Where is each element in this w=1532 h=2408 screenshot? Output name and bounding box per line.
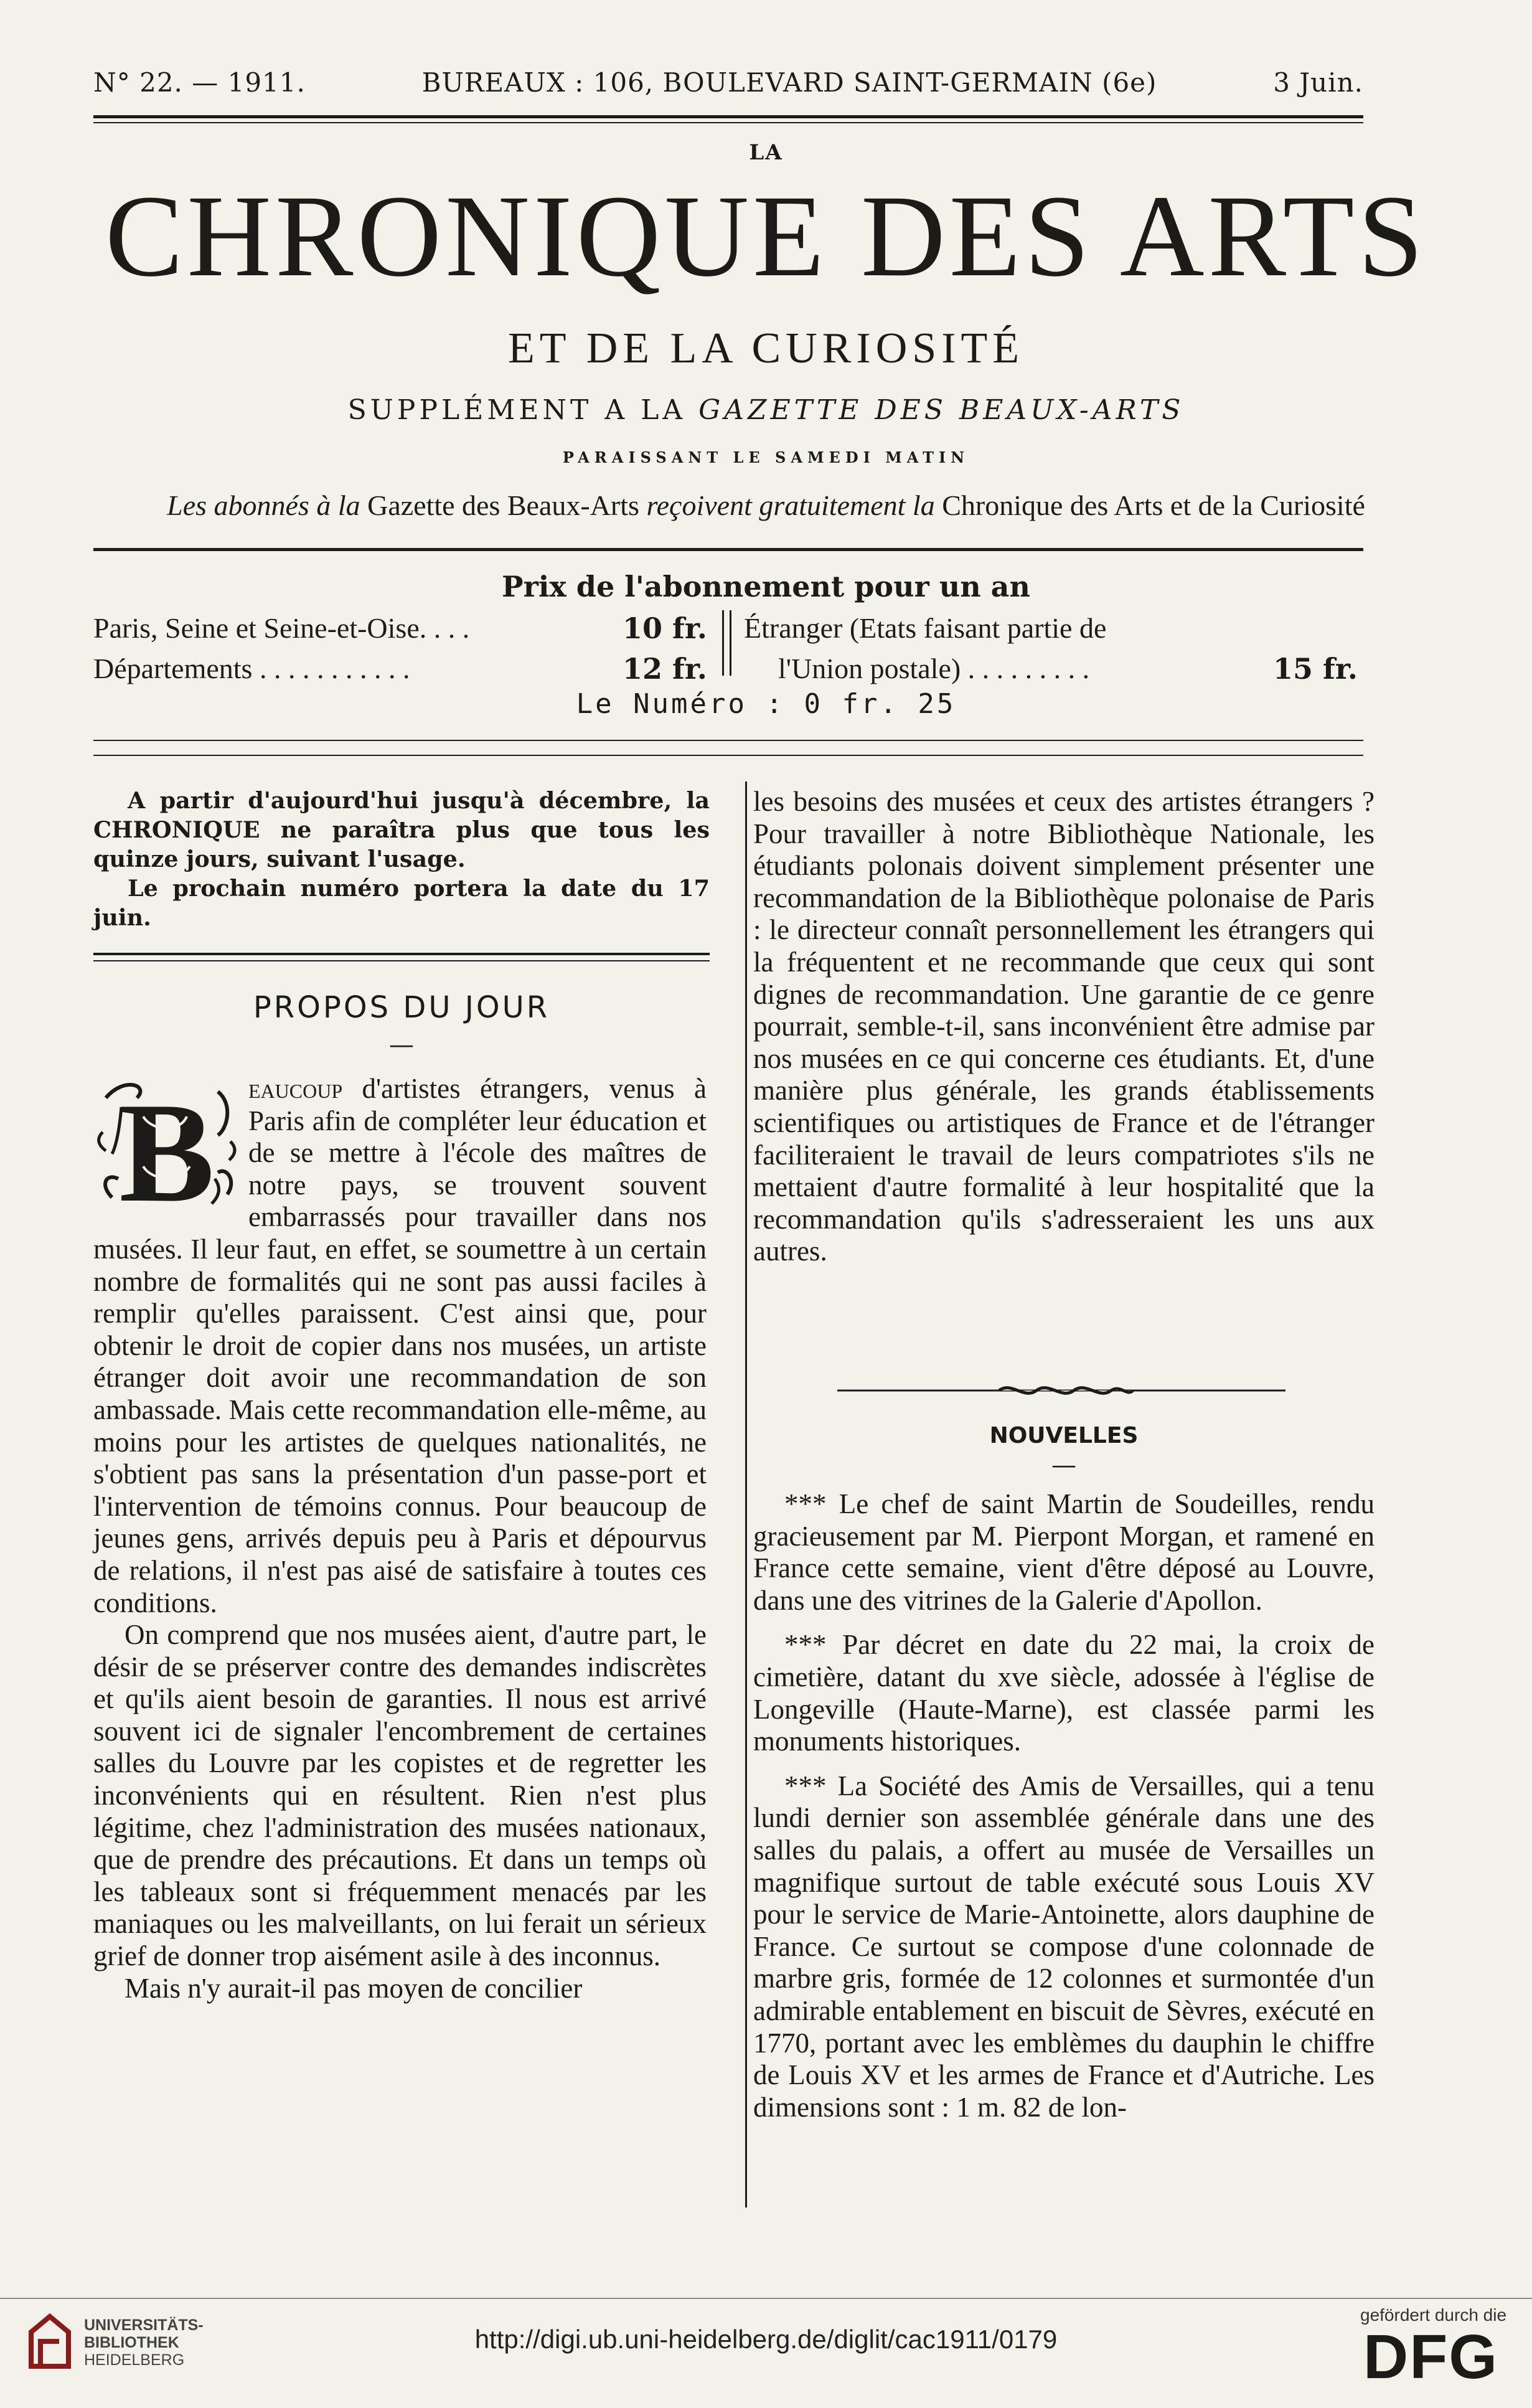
nouvelle-1: *** Le chef de saint Martin de Soudeilles, rendu gracieusement par M. Pierpont Morgan, et ramené en France cette semaine, vient d'être déposé au Louvre, dans une des vitrines de la Galerie d'Apollon. bbox=[753, 1488, 1375, 1616]
notice-rule-thin bbox=[93, 960, 710, 961]
nouvelle-3: *** La Société des Amis de Versailles, qui a tenu lundi dernier son assemblée générale dans une des salles du palais, a offert au musée de Versailles un magnifique surtout de table exécuté sous Louis XV pour le service de Marie-Antoinette, alors dauphine de France. Ce surtout se compose d'une colonnade de marbre gris, formée de 12 colonnes et surmontée d'un admirable entablement en biscuit de Sèvres, exécuté en 1770, portant avec les emblèmes du dauphin le chiffre de Louis XV et les armes de France et d'Autriche. Les dimensions sont : 1 m. 82 de lon- bbox=[753, 1770, 1375, 2123]
issue-number: N° 22. — 1911. bbox=[93, 67, 306, 98]
office-address: BUREAUX : 106, BOULEVARD SAINT-GERMAIN (6e) bbox=[421, 67, 1157, 98]
subscription-title: Prix de l'abonnement pour un an bbox=[502, 570, 1030, 603]
propos-title: PROPOS DU JOUR bbox=[253, 990, 550, 1025]
price-rule-2 bbox=[93, 755, 1363, 756]
frequency-line: PARAISSANT LE SAMEDI MATIN bbox=[562, 448, 970, 466]
propos-column-left bbox=[93, 1073, 707, 2004]
propos-column-right bbox=[753, 786, 1375, 1268]
price-divider-right bbox=[730, 610, 731, 676]
propos-p4: les besoins des musées et ceux des artistes étrangers ? Pour travailler à notre Bibliothèque Nationale, les étudiants polonais doivent simplement présenter une recommandation de la Bibliothèque polonaise de Paris : le directeur connaît personnellement les étrangers qui la fréquentent et ne recommande que ceux qui sont dignes de recommandation. Une garantie de ce genre pourrait, semble-t-il, sans inconvénient être admise par nos musées en ce qui concerne ces étudiants. Et, d'une manière plus générale, les grands établissements scientifiques ou artistiques de France et de l'étranger faciliteraient le travail de leurs compatriotes s'ils ne mettaient d'autre formalité à leur hospitalité que la recommandation qu'ils s'adresseraient les uns aux autres. bbox=[753, 786, 1375, 1267]
subscribers-note bbox=[0, 489, 1532, 522]
note-part2: Gazette des Beaux-Arts bbox=[367, 489, 639, 521]
issue-date: 3 Juin. bbox=[1273, 67, 1363, 98]
source-url[interactable]: http://digi.ub.uni-heidelberg.de/diglit/cac1911/0179 bbox=[474, 2325, 1058, 2354]
issue-header bbox=[93, 67, 1363, 98]
drop-cap-b-icon bbox=[93, 1073, 240, 1213]
price-departements-label: Départements . . . . . . . . . . . bbox=[93, 653, 410, 684]
price-etranger-line1: Étranger (Etats faisant partie de bbox=[744, 612, 1107, 644]
masthead-subtitle: ET DE LA CURIOSITÉ bbox=[507, 324, 1025, 372]
footer-rule bbox=[0, 2298, 1532, 2299]
price-rule-1 bbox=[93, 740, 1363, 741]
ornament-separator bbox=[837, 1381, 1285, 1400]
propos-p1: d'artistes étrangers, venus à Paris afin de compléter leur éducation et de se mettre à l'école des maîtres de notre pays, se trouvent souvent embarrassés pour travailler dans nos musées. Il leur faut, en effet, se soumettre à un certain nombre de formalités qui ne sont pas aussi faciles à remplir qu'elles paraissent. C'est ainsi que, pour obtenir le droit de copier dans nos musées, un artiste étranger doit avoir une recommandation de son ambassade. Mais cette recommandation elle-même, au moins pour les artistes de quelques nationalités, ne s'obtient pas sans la présentation d'un passe-port et l'intervention de témoins connus. Pour beaucoup de jeunes gens, arrivés depuis peu à Paris et dépourvus de relations, il n'est pas aisé de satisfaire à toutes ces conditions. bbox=[93, 1073, 707, 1618]
note-part4: Chronique des Arts et de la Curiosité bbox=[942, 489, 1365, 521]
price-paris-label: Paris, Seine et Seine-et-Oise. . . . bbox=[93, 612, 470, 644]
svg-text:B: B bbox=[119, 1073, 215, 1213]
price-paris: 10 fr. bbox=[623, 611, 707, 645]
nouvelles-dash: — bbox=[1051, 1451, 1076, 1480]
supplement-gazette: GAZETTE DES BEAUX-ARTS bbox=[698, 394, 1185, 426]
note-part3: reçoivent gratuitement la bbox=[646, 489, 935, 521]
funded-by: gefördert durch die bbox=[1360, 2305, 1507, 2325]
masthead-rule bbox=[93, 548, 1363, 551]
price-divider-left bbox=[722, 610, 724, 676]
notice-p2: Le prochain numéro portera la date du 17 juin. bbox=[93, 875, 710, 931]
propos-p3: Mais n'y aurait-il pas moyen de concilier bbox=[125, 1972, 583, 2004]
notice-rule bbox=[93, 953, 710, 955]
propos-dash: — bbox=[389, 1031, 414, 1059]
single-issue-price: Le Numéro : 0 fr. 25 bbox=[576, 688, 956, 720]
price-etranger-line2: l'Union postale) . . . . . . . . . bbox=[778, 653, 1090, 684]
supplement-prefix: SUPPLÉMENT A LA bbox=[347, 394, 687, 426]
masthead-title: CHRONIQUE DES ARTS bbox=[105, 171, 1427, 301]
dfg-logo: DFG bbox=[1363, 2322, 1499, 2392]
price-etranger: 15 fr. bbox=[1273, 652, 1358, 686]
supplement-line bbox=[0, 394, 1532, 426]
nouvelles-column bbox=[753, 1488, 1375, 2123]
library-name: UNIVERSITÄTS- BIBLIOTHEK HEIDELBERG bbox=[84, 2316, 204, 2369]
notice-box bbox=[93, 786, 710, 932]
header-rule-thin bbox=[93, 122, 1363, 123]
price-departements: 12 fr. bbox=[623, 652, 707, 686]
nouvelle-2: *** Par décret en date du 22 mai, la croix de cimetière, datant du xve siècle, adossée à l'église de Longeville (Haute-Marne), est classée parmi les monuments historiques. bbox=[753, 1629, 1375, 1757]
column-divider bbox=[745, 781, 747, 2207]
nouvelles-title: NOUVELLES bbox=[989, 1423, 1139, 1448]
masthead-la: LA bbox=[749, 140, 783, 165]
propos-p2: On comprend que nos musées aient, d'autre part, le désir de se préserver contre des demandes indiscrètes et qu'ils aient besoin de garanties. Il nous est arrivé souvent ici de signaler l'encombrement de certaines salles du Louvre par les copistes et de regretter les inconvénients qui en résultent. Rien n'est plus légitime, chez l'administration des musées nationaux, que de prendre des précautions. Et dans un temps où les tableaux sont si fréquemment menacés par les maniaques ou les malveillants, on lui ferait un sérieux grief de donner trop aisément asile à des inconnus. bbox=[93, 1619, 707, 1972]
drop-cap-ornament bbox=[93, 1073, 240, 1213]
header-rule bbox=[93, 115, 1363, 118]
propos-lead-word: eaucoup bbox=[248, 1073, 343, 1104]
flourish-icon bbox=[837, 1381, 1285, 1400]
notice-p1: A partir d'aujourd'hui jusqu'à décembre, la CHRONIQUE ne paraîtra plus que tous les quinze jours, suivant l'usage. bbox=[93, 787, 710, 872]
note-part1: Les abonnés à la bbox=[167, 489, 360, 521]
